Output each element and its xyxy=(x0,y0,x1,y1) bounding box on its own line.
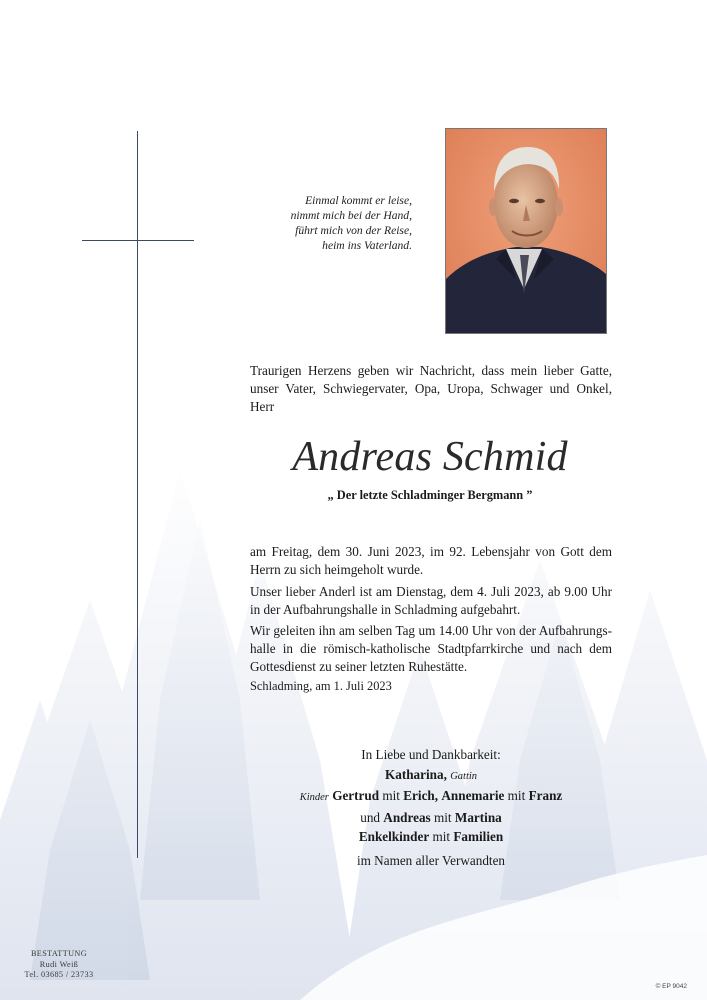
mourners-intro: In Liebe und Dankbarkeit: xyxy=(361,747,501,762)
mourners-wife: Katharina, Gattin xyxy=(384,766,478,782)
poem-line: führt mich von der Reise, xyxy=(295,224,412,237)
mourners-relatives: im Namen aller Verwandten xyxy=(356,852,506,868)
poem-line: heim ins Vaterland. xyxy=(322,239,412,252)
mourners-children-1: Kinder Gertrud mit Erich, Annemarie mit Franz xyxy=(299,788,563,803)
template-code: © EP 9042 xyxy=(655,983,687,990)
cross-horizontal-bar xyxy=(82,240,194,241)
death-notice-text: am Freitag, dem 30. Juni 2023, im 92. Lebensjahr von Gott dem Herrn zu sich heimgeholt wurde. xyxy=(250,544,612,577)
funeral-home-phone: Tel. 03685 / 23733 xyxy=(24,970,94,979)
memorial-poem xyxy=(244,193,412,253)
funeral-notice-text: Wir geleiten ihn am selben Tag um 14.00 Uhr von der Aufbahrungshalle in die römisch-katholische Stadtpfarrkirche und nach dem Gottesdienst zu seiner letzten Ruhestätte. xyxy=(250,623,612,674)
deceased-nickname: „ Der letzte Schladminger Bergmann ” xyxy=(327,488,533,502)
poem-line: nimmt mich bei der Hand, xyxy=(290,209,412,222)
announcement-intro: Traurigen Herzens geben wir Nachricht, dass mein lieber Gatte, unser Vater, Schwiegervater, Opa, Uropa, Schwager und Onkel, Herr xyxy=(250,363,612,414)
place-and-date: Schladming, am 1. Juli 2023 xyxy=(250,679,392,693)
deceased-name: Andreas Schmid xyxy=(292,434,568,480)
portrait-photo xyxy=(445,128,607,334)
mourners-list xyxy=(250,745,612,870)
funeral-home-info xyxy=(20,949,98,981)
poem-line: Einmal kommt er leise, xyxy=(305,194,412,207)
mourners-children-2: und Andreas mit Martina xyxy=(360,809,502,825)
mourners-grandchildren: Enkelkinder mit Familien xyxy=(358,829,504,844)
funeral-home-name: Rudi Weiß xyxy=(39,959,79,969)
viewing-notice-text: Unser lieber Anderl ist am Dienstag, dem 4. Juli 2023, ab 9.00 Uhr in der Aufbahrungshalle in Schladming aufgebahrt. xyxy=(250,584,612,617)
funeral-home-label: BESTATTUNG xyxy=(30,949,88,958)
